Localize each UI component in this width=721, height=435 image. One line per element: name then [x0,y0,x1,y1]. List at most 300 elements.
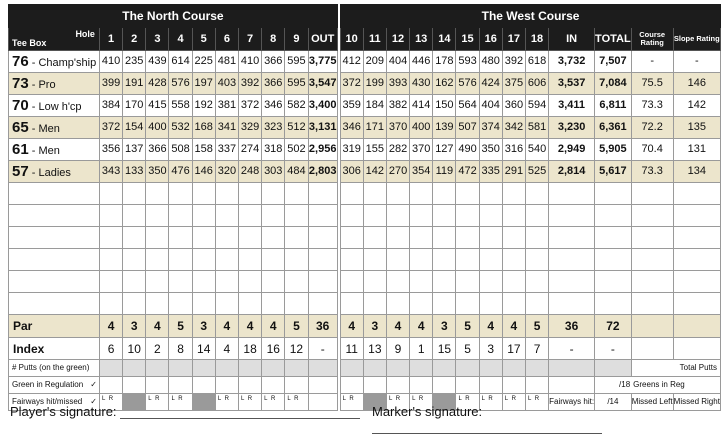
score-cell[interactable] [169,293,192,315]
score-cell[interactable] [410,183,433,205]
score-cell[interactable] [433,293,456,315]
score-cell[interactable] [410,293,433,315]
score-cell[interactable] [308,293,337,315]
score-cell[interactable] [631,227,673,249]
score-cell[interactable] [238,249,261,271]
score-cell[interactable] [479,271,502,293]
score-cell[interactable] [410,227,433,249]
player-name-cell[interactable] [9,271,100,293]
score-cell[interactable] [340,293,363,315]
score-cell[interactable] [549,205,595,227]
score-cell[interactable] [308,183,337,205]
score-cell[interactable] [99,293,122,315]
tee-name: - Ladies [28,167,71,179]
index-cell: 8 [169,338,192,360]
score-cell[interactable] [631,293,673,315]
putts-cell[interactable] [386,360,409,377]
lr-mark: L R [342,396,355,402]
score-cell[interactable] [363,271,386,293]
score-cell[interactable] [238,293,261,315]
player-name-cell[interactable] [9,183,100,205]
score-cell[interactable] [386,227,409,249]
score-cell[interactable] [123,205,146,227]
yardage-cell: 350 [479,139,502,161]
lr-mark: L R [527,396,541,402]
score-cell[interactable] [595,249,632,271]
gir-cell[interactable] [123,377,146,394]
total-putts-label: Total Putts [679,363,717,372]
par-cell: 5 [285,315,308,338]
out-yardage: 3,775 [308,51,337,73]
yardage-cell: 306 [340,161,363,183]
player-signature-line[interactable] [120,406,360,419]
score-cell[interactable] [433,205,456,227]
score-cell[interactable] [595,271,632,293]
yardage-cell: 323 [262,117,285,139]
hole-number-9: 9 [285,28,308,51]
score-cell[interactable] [123,293,146,315]
player-name-cell[interactable] [9,249,100,271]
score-cell[interactable] [502,249,525,271]
yardage-cell: 400 [146,117,169,139]
score-cell[interactable] [308,249,337,271]
score-cell[interactable] [363,293,386,315]
score-cell[interactable] [215,227,238,249]
score-cell[interactable] [146,249,169,271]
score-cell[interactable] [525,183,548,205]
score-cell[interactable] [549,183,595,205]
out-yardage: 2,803 [308,161,337,183]
yardage-cell: 400 [410,117,433,139]
putts-label: # Putts (on the green) [9,360,100,377]
score-cell[interactable] [595,227,632,249]
score-cell[interactable] [340,183,363,205]
yardage-cell: 191 [123,73,146,95]
yardage-cell: 184 [363,95,386,117]
score-cell[interactable] [456,183,479,205]
score-cell[interactable] [262,271,285,293]
score-cell[interactable] [215,183,238,205]
empty-cell [631,315,673,338]
index-cell: 10 [123,338,146,360]
score-cell[interactable] [238,271,261,293]
score-cell[interactable] [595,183,632,205]
score-cell[interactable] [456,249,479,271]
in-yardage: 3,732 [549,51,595,73]
player-score-row [9,183,721,205]
score-cell[interactable] [262,205,285,227]
score-cell[interactable] [285,271,308,293]
score-cell[interactable] [410,249,433,271]
yardage-cell: 192 [192,95,215,117]
yardage-cell: 235 [123,51,146,73]
score-cell[interactable] [238,183,261,205]
total-yardage: 5,617 [595,161,632,183]
gir-cell[interactable] [549,377,595,394]
putts-cell[interactable] [192,360,215,377]
score-cell[interactable] [285,293,308,315]
score-cell[interactable] [308,227,337,249]
lr-mark: L R [148,396,161,402]
score-cell[interactable] [433,227,456,249]
putts-cell[interactable] [502,360,525,377]
gir-cell[interactable] [308,377,337,394]
putts-cell[interactable] [433,360,456,377]
putts-cell[interactable] [525,360,548,377]
score-cell[interactable] [549,227,595,249]
score-cell[interactable] [525,205,548,227]
score-cell[interactable] [631,249,673,271]
lr-mark: L R [240,396,254,402]
score-cell[interactable] [386,271,409,293]
par-in: 36 [549,315,595,338]
score-cell[interactable] [410,205,433,227]
tee-name: - Men [28,123,60,135]
in-yardage: 3,537 [549,73,595,95]
yardage-cell: 342 [502,117,525,139]
putts-cell[interactable] [99,360,122,377]
score-cell[interactable] [502,227,525,249]
score-cell[interactable] [673,293,720,315]
par-cell: 4 [479,315,502,338]
score-cell[interactable] [479,183,502,205]
score-cell[interactable] [433,271,456,293]
score-cell[interactable] [525,293,548,315]
putts-cell[interactable] [479,360,502,377]
score-cell[interactable] [525,249,548,271]
gir-cell[interactable] [479,377,502,394]
score-cell[interactable] [308,271,337,293]
score-cell[interactable] [631,183,673,205]
gir-total-count: /18 [619,380,631,389]
score-cell[interactable] [262,249,285,271]
putts-cell[interactable] [456,360,479,377]
putts-cell[interactable] [410,360,433,377]
yardage-cell: 403 [215,73,238,95]
index-cell: 1 [410,338,433,360]
score-cell[interactable] [192,205,215,227]
score-cell[interactable] [192,293,215,315]
putts-cell[interactable] [285,360,308,377]
score-cell[interactable] [525,271,548,293]
scorecard [8,4,721,411]
slope-rating-value: 134 [673,161,720,183]
score-cell[interactable] [363,227,386,249]
gir-cell[interactable] [410,377,433,394]
score-cell[interactable] [262,227,285,249]
yardage-cell: 303 [262,161,285,183]
score-cell[interactable] [410,271,433,293]
gir-cell[interactable] [525,377,548,394]
score-cell[interactable] [673,249,720,271]
index-cell: 13 [363,338,386,360]
score-cell[interactable] [673,271,720,293]
marker-signature-label: Marker's signature: [372,404,483,419]
gir-cell[interactable] [169,377,192,394]
score-cell[interactable] [262,293,285,315]
player-name-cell[interactable] [9,205,100,227]
par-row [9,315,721,338]
gir-cell[interactable] [285,377,308,394]
score-cell[interactable] [192,249,215,271]
index-cell: 14 [192,338,215,360]
scorecard-table [8,4,721,411]
yardage-cell: 404 [386,51,409,73]
score-cell[interactable] [146,271,169,293]
total-yardage: 5,905 [595,139,632,161]
total-yardage: 6,361 [595,117,632,139]
score-cell[interactable] [525,227,548,249]
yardage-cell: 366 [262,73,285,95]
putts-cell[interactable] [363,360,386,377]
score-cell[interactable] [363,183,386,205]
score-cell[interactable] [340,205,363,227]
score-cell[interactable] [595,205,632,227]
score-cell[interactable] [146,293,169,315]
tee-name: - Pro [28,79,56,91]
score-cell[interactable] [238,227,261,249]
total-yardage: 6,811 [595,95,632,117]
score-cell[interactable] [123,271,146,293]
yardage-cell: 197 [192,73,215,95]
score-cell[interactable] [169,249,192,271]
score-cell[interactable] [285,227,308,249]
par-out: 36 [308,315,337,338]
putts-cell[interactable] [146,360,169,377]
score-cell[interactable] [99,249,122,271]
lr-mark: L R [504,396,517,402]
score-cell[interactable] [146,183,169,205]
yardage-cell: 168 [192,117,215,139]
score-cell[interactable] [215,293,238,315]
yardage-cell: 291 [502,161,525,183]
yardage-cell: 248 [238,161,261,183]
yardage-cell: 480 [479,51,502,73]
score-cell[interactable] [215,205,238,227]
gir-cell[interactable] [363,377,386,394]
out-yardage: 3,131 [308,117,337,139]
putts-cell[interactable] [340,360,363,377]
score-cell[interactable] [169,227,192,249]
marker-signature-line[interactable] [372,421,602,434]
yardage-cell: 162 [433,73,456,95]
yardage-cell: 525 [525,161,548,183]
score-cell[interactable] [192,227,215,249]
yardage-cell: 414 [410,95,433,117]
score-cell[interactable] [340,227,363,249]
yardage-cell: 372 [99,117,122,139]
fairways-label: Fairways hit/missed [12,397,83,406]
putts-cell[interactable] [169,360,192,377]
tee-label [9,161,100,183]
score-cell[interactable] [99,183,122,205]
gir-cell[interactable] [386,377,409,394]
score-cell[interactable] [169,205,192,227]
yardage-cell: 133 [123,161,146,183]
tee-row [9,117,721,139]
gir-cell[interactable] [340,377,363,394]
score-cell[interactable] [146,205,169,227]
score-cell[interactable] [340,249,363,271]
player-signature-label: Player's signature: [10,404,117,419]
yardage-cell: 154 [123,117,146,139]
gir-cell[interactable] [502,377,525,394]
yardage-cell: 476 [169,161,192,183]
yardage-cell: 335 [479,161,502,183]
score-cell[interactable] [433,249,456,271]
score-cell[interactable] [549,249,595,271]
score-cell[interactable] [146,227,169,249]
hole-number-14: 14 [433,28,456,51]
par-cell: 4 [340,315,363,338]
score-cell[interactable] [479,227,502,249]
score-cell[interactable] [456,227,479,249]
score-cell[interactable] [595,293,632,315]
player-score-row [9,271,721,293]
yardage-cell: 374 [479,117,502,139]
score-cell[interactable] [631,271,673,293]
score-cell[interactable] [262,183,285,205]
yardage-cell: 410 [99,51,122,73]
score-cell[interactable] [386,293,409,315]
yardage-cell: 502 [285,139,308,161]
yardage-cell: 430 [410,73,433,95]
yardage-cell: 512 [285,117,308,139]
score-cell[interactable] [123,227,146,249]
score-cell[interactable] [99,271,122,293]
gir-cell[interactable] [238,377,261,394]
lr-mark: L R [101,396,115,402]
player-signature[interactable] [10,404,360,419]
hole-number-6: 6 [215,28,238,51]
score-cell[interactable] [285,183,308,205]
hole-number-4: 4 [169,28,192,51]
score-cell[interactable] [363,205,386,227]
score-cell[interactable] [673,205,720,227]
putts-cell[interactable] [215,360,238,377]
score-cell[interactable] [502,183,525,205]
score-cell[interactable] [123,183,146,205]
yardage-cell: 392 [502,51,525,73]
score-cell[interactable] [456,205,479,227]
score-cell[interactable] [673,227,720,249]
yardage-cell: 282 [386,139,409,161]
marker-signature[interactable] [372,404,710,434]
score-cell[interactable] [673,183,720,205]
score-cell[interactable] [99,205,122,227]
putts-cell[interactable] [238,360,261,377]
putts-cell[interactable] [549,360,595,377]
score-cell[interactable] [549,271,595,293]
score-cell[interactable] [169,271,192,293]
score-cell[interactable] [363,249,386,271]
par-cell: 4 [386,315,409,338]
score-cell[interactable] [238,205,261,227]
score-cell[interactable] [456,271,479,293]
score-cell[interactable] [192,271,215,293]
tee-row [9,95,721,117]
score-cell[interactable] [99,227,122,249]
course-rating-value: 72.2 [631,117,673,139]
yardage-cell: 354 [410,161,433,183]
yardage-cell: 415 [146,95,169,117]
score-cell[interactable] [340,271,363,293]
score-cell[interactable] [479,249,502,271]
course-rating-value: 73.3 [631,95,673,117]
yardage-cell: 582 [285,95,308,117]
gir-cell[interactable] [215,377,238,394]
score-cell[interactable] [456,293,479,315]
hole-number-12: 12 [386,28,409,51]
yardage-cell: 178 [433,51,456,73]
score-cell[interactable] [215,249,238,271]
putts-cell[interactable] [308,360,337,377]
player-name-cell[interactable] [9,227,100,249]
yardage-cell: 346 [262,95,285,117]
score-cell[interactable] [386,249,409,271]
hole-label: Hole [75,29,95,39]
west-course-title: The West Course [340,5,720,28]
gir-cell[interactable] [146,377,169,394]
score-cell[interactable] [502,205,525,227]
gir-cell[interactable] [456,377,479,394]
score-cell[interactable] [549,293,595,315]
yardage-cell: 199 [363,73,386,95]
gir-cell[interactable] [192,377,215,394]
score-cell[interactable] [631,205,673,227]
yardage-cell: 319 [340,139,363,161]
yardage-cell: 439 [146,51,169,73]
yardage-cell: 410 [238,51,261,73]
out-yardage: 3,400 [308,95,337,117]
tee-number: 65 [12,119,29,136]
score-cell[interactable] [386,183,409,205]
out-header: OUT [308,28,337,51]
yardage-cell: 366 [262,51,285,73]
putts-cell[interactable] [262,360,285,377]
score-cell[interactable] [308,205,337,227]
score-cell[interactable] [215,271,238,293]
score-cell[interactable] [285,205,308,227]
yardage-cell: 337 [215,139,238,161]
out-yardage: 2,956 [308,139,337,161]
score-cell[interactable] [479,293,502,315]
putts-cell[interactable] [595,360,632,377]
player-name-cell[interactable] [9,293,100,315]
score-cell[interactable] [433,183,456,205]
par-cell: 4 [502,315,525,338]
yardage-cell: 359 [340,95,363,117]
score-cell[interactable] [285,249,308,271]
score-cell[interactable] [502,271,525,293]
score-cell[interactable] [502,293,525,315]
yardage-cell: 412 [340,51,363,73]
score-cell[interactable] [479,205,502,227]
score-cell[interactable] [386,205,409,227]
gir-cell[interactable] [433,377,456,394]
gir-total-label: Greens in Reg [633,380,685,389]
hole-number-8: 8 [262,28,285,51]
score-cell[interactable] [123,249,146,271]
score-cell[interactable] [169,183,192,205]
yardage-cell: 618 [525,51,548,73]
score-cell[interactable] [192,183,215,205]
par-cell: 3 [363,315,386,338]
putts-cell[interactable] [123,360,146,377]
gir-cell[interactable] [262,377,285,394]
gir-cell[interactable] [99,377,122,394]
hole-number-15: 15 [456,28,479,51]
